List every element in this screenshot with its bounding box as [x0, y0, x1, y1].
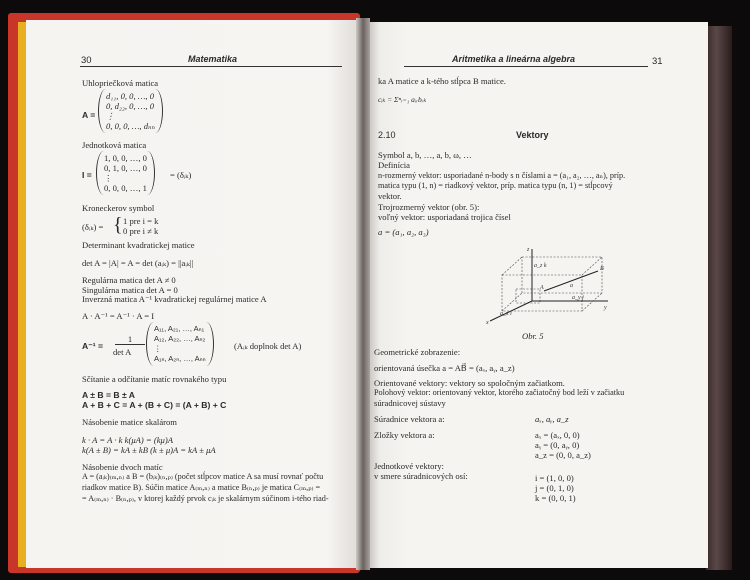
book-cover-right: [706, 26, 732, 570]
text-line: Polohový vektor: orientovaný vektor, ktorého začiatočný bod leží v začiatku: [374, 388, 625, 397]
text-line: voľný vektor: usporiadaná trojica čísel: [378, 212, 511, 222]
text-line: Regulárna matica det A ≠ 0: [82, 275, 176, 285]
vector-figure: [480, 245, 610, 325]
azk-label: a_z k: [534, 263, 547, 269]
vector-a-label: a: [570, 283, 573, 289]
formula: k = (0, 0, 1): [535, 493, 576, 503]
formula: i = (1, 0, 0): [535, 473, 574, 483]
running-head: Aritmetika a lineárna algebra: [452, 54, 576, 64]
running-head: Matematika: [188, 54, 238, 64]
text-line: Zložky vektora a:: [374, 430, 435, 440]
axi-label: a_x i: [500, 311, 512, 317]
section-number: 2.10: [378, 130, 396, 140]
matrix-row: ⋮: [104, 173, 113, 183]
formula: cᵢₖ = Σⁿᵣ₌₁ aᵢᵣbᵣₖ: [378, 95, 427, 104]
formula: aᵧ = (0, aᵧ, 0): [535, 440, 580, 450]
text-line: A = (aᵢₖ)₍ₘ,ₙ₎ a B = (bᵢₖ)₍ₙ,ₚ₎ (počet stĺpcov matice A sa musí rovnať počtu: [82, 472, 324, 481]
formula: k(A ± B) = kA ± kB (k ± μ)A = kA ± μA: [82, 445, 216, 455]
matrix-row: 0, d₂₂, 0, …, 0: [106, 101, 154, 111]
formula: A =: [82, 110, 96, 120]
formula: 1 pre i = k: [123, 216, 159, 226]
text-line: n-rozmerný vektor: usporiadané n-body s n číslami a = (a₁, a₂, …, aₙ), príp.: [378, 171, 626, 180]
ayj-label: a_y j: [572, 295, 584, 301]
formula: orientovaná úsečka a = AB⃗ = (aₓ, aᵧ, a_z): [374, 363, 515, 373]
formula: det A = |A| = A = det (aᵢₖ) = ||aᵢₖ||: [82, 258, 194, 268]
matrix-row: A₁₂, A₂₂, …, Aₙ₂: [154, 334, 206, 343]
adjugate-matrix: [146, 322, 214, 366]
text-line: Definícia: [378, 160, 410, 170]
matrix-row: 1, 0, 0, …, 0: [104, 153, 147, 163]
text-line: Orientované vektory: vektory so spoločným začiatkom.: [374, 378, 565, 388]
matrix-row: ⋮: [106, 111, 115, 121]
formula: A · A⁻¹ = A⁻¹ · A = I: [82, 311, 155, 321]
fraction-numerator: 1: [115, 334, 145, 345]
page-number: 31: [652, 56, 663, 67]
text-line: Jednotková matica: [82, 140, 147, 150]
formula: a = (a₁, a₂, a₃): [378, 227, 429, 237]
text-line: Singulárna matica det A = 0: [82, 285, 178, 295]
text-line: riadkov matice B). Súčin matice A₍ₘ,ₙ₎ a matice B₍ₙ,ₚ₎ je matica C₍ₘ,ₚ₎ =: [82, 483, 321, 492]
point-a-label: A: [540, 285, 544, 291]
text-line: = A₍ₘ,ₙ₎ · B₍ₙ,ₚ₎, v ktorej každý prvok cᵢₖ je skalárnym súčinom i-tého riad-: [82, 494, 329, 503]
header-rule: [80, 66, 342, 67]
book-gutter: [356, 18, 370, 570]
text-line: Determinant kvadratickej matice: [82, 240, 195, 250]
z-axis-label: z: [527, 247, 530, 253]
y-axis-label: y: [604, 305, 607, 311]
formula: 0 pre i ≠ k: [123, 226, 159, 236]
section-title: Vektory: [516, 130, 549, 140]
header-rule: [404, 66, 648, 67]
formula: a_z = (0, 0, a_z): [535, 450, 591, 460]
text-line: vektor.: [378, 191, 402, 201]
matrix-row: 0, 1, 0, …, 0: [104, 163, 147, 173]
text-line: Symbol a, b, …, a, b, ω, …: [378, 150, 472, 160]
text-line: Geometrické zobrazenie:: [374, 347, 461, 357]
matrix-row: 0, 0, 0, …, 1: [104, 183, 147, 193]
matrix-row: A₁₁, A₂₁, …, Aₙ₁: [154, 324, 205, 333]
formula: I =: [82, 170, 92, 180]
text-line: ka A matice a k-tého stĺpca B matice.: [378, 76, 506, 86]
x-axis-label: x: [486, 320, 489, 325]
text-line: Jednotkové vektory:: [374, 461, 444, 471]
text-line: Kroneckerov symbol: [82, 203, 155, 213]
formula: j = (0, 1, 0): [535, 483, 574, 493]
text-line: v smere súradnicových osí:: [374, 471, 468, 481]
formula: = (δᵢₖ): [170, 170, 192, 180]
formula: A⁻¹ =: [82, 341, 104, 351]
matrix-row: A₁ₙ, A₂ₙ, …, Aₙₙ: [154, 354, 206, 363]
formula-note: (Aᵢₖ doplnok det A): [234, 341, 302, 351]
text-line: Uhlopriečková matica: [82, 78, 159, 88]
formula: aₓ = (aₓ, 0, 0): [535, 430, 580, 440]
figure-caption: Obr. 5: [522, 331, 544, 341]
matrix-row: ⋮: [154, 344, 162, 353]
text-line: Trojrozmerný vektor (obr. 5):: [378, 202, 480, 212]
matrix-row: 0, 0, 0, …, dₙₙ: [106, 121, 155, 131]
text-line: matica typu (1, n) = riadkový vektor, príp. matica typu (n, 1) = stĺpcový: [378, 181, 613, 190]
formula: aₓ, aᵧ, a_z: [535, 414, 569, 424]
text-line: Násobenie matice skalárom: [82, 417, 177, 427]
text-line: Násobenie dvoch matíc: [82, 462, 163, 472]
text-line: Inverzná matica A⁻¹ kvadratickej regulárnej matice A: [82, 294, 267, 304]
formula: A ± B = B ± A: [82, 390, 135, 400]
text-line: súradnicovej sústavy: [374, 398, 446, 408]
unit-matrix: [96, 151, 155, 195]
point-b-label: B: [600, 266, 604, 272]
formula: k · A = A · k k(μA) = (kμ)A: [82, 435, 173, 445]
fraction-denominator: det A: [113, 347, 132, 357]
text-line: Sčítanie a odčítanie matíc rovnakého typu: [82, 374, 227, 384]
diagonal-matrix: [98, 89, 163, 133]
formula: (δᵢₖ) =: [82, 222, 104, 232]
matrix-row: d₁₁, 0, 0, …, 0: [106, 91, 154, 101]
brace: {: [113, 214, 123, 236]
formula: A + B + C = A + (B + C) = (A + B) + C: [82, 400, 227, 410]
text-line: Súradnice vektora a:: [374, 414, 445, 424]
page-number: 30: [81, 55, 92, 66]
